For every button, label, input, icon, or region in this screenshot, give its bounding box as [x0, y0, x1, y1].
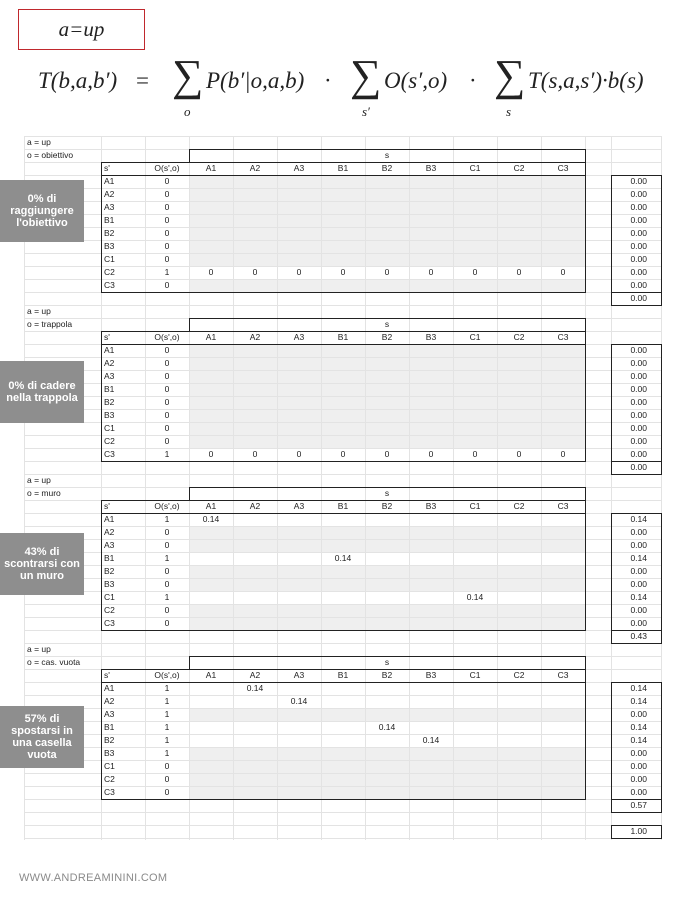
prob-cell: 0: [472, 267, 478, 277]
gray-cell-band: [189, 708, 585, 721]
row-total: 0.00: [630, 384, 647, 394]
row-state: C3: [104, 449, 115, 459]
gray-cell-band: [189, 786, 585, 799]
gray-cell-band: [189, 617, 585, 630]
prob-cell: 0.14: [202, 514, 220, 524]
col-header-a3: A3: [293, 163, 305, 173]
row-obs-value: 1: [164, 267, 170, 277]
row-state: A2: [104, 358, 115, 368]
row-obs-value: 0: [164, 787, 170, 797]
row-total: 0.00: [630, 202, 647, 212]
gray-cell-band: [189, 214, 585, 227]
prob-cell: 0.14: [466, 592, 484, 602]
sum3-sign: ∑: [494, 51, 526, 100]
col-header-O: O(s',o): [154, 163, 180, 173]
row-obs-value: 0: [164, 761, 170, 771]
prob-cell: 0: [516, 449, 522, 459]
row-total: 0.00: [630, 787, 647, 797]
s-group-header: s: [384, 150, 390, 160]
row-state: B1: [104, 722, 115, 732]
row-obs-value: 0: [164, 540, 170, 550]
side-note: 57% di spostarsi in una casella vuota: [0, 706, 84, 768]
row-total: 0.00: [630, 189, 647, 199]
row-total: 0.00: [630, 540, 647, 550]
col-header-b3: B3: [425, 163, 437, 173]
row-state: B2: [104, 735, 115, 745]
sum1-sign: ∑: [172, 51, 204, 100]
gray-cell-band: [189, 409, 585, 422]
row-obs-value: 0: [164, 423, 170, 433]
col-header-c2: C2: [513, 501, 525, 511]
prob-cell: 0: [208, 267, 214, 277]
prob-cell: 0: [208, 449, 214, 459]
row-total: 0.00: [630, 579, 647, 589]
prob-cell: 0.14: [334, 553, 352, 563]
row-total: 0.00: [630, 566, 647, 576]
prob-cell: 0.14: [422, 735, 440, 745]
gray-cell-band: [189, 435, 585, 448]
row-total: 0.14: [630, 722, 647, 732]
s-group-header: s: [384, 488, 390, 498]
row-total: 0.14: [630, 696, 647, 706]
row-state: B3: [104, 241, 115, 251]
section-sum: 0.57: [630, 800, 647, 810]
prob-cell: 0: [472, 449, 478, 459]
row-state: C2: [104, 605, 115, 615]
col-header-b2: B2: [381, 332, 393, 342]
watermark: WWW.ANDREAMININI.COM: [19, 872, 168, 884]
sum1-index: o: [184, 104, 191, 119]
gray-cell-band: [189, 422, 585, 435]
formula-lhs: T(b,a,b′): [38, 68, 118, 93]
gray-cell-band: [189, 227, 585, 240]
label-observation: o = cas. vuota: [27, 657, 81, 667]
label-observation: o = trappola: [27, 319, 73, 329]
row-state: C2: [104, 267, 115, 277]
label-observation: o = obiettivo: [27, 150, 74, 160]
row-obs-value: 0: [164, 579, 170, 589]
row-total: 0.00: [630, 358, 647, 368]
col-header-sprime: s': [104, 670, 110, 680]
row-state: A3: [104, 202, 115, 212]
col-header-b2: B2: [381, 670, 393, 680]
col-header-sprime: s': [104, 501, 110, 511]
row-state: A1: [104, 176, 115, 186]
section-sum: 0.00: [630, 293, 647, 303]
side-note: 43% di scontrarsi con un muro: [0, 533, 84, 595]
row-state: A2: [104, 527, 115, 537]
row-state: C2: [104, 774, 115, 784]
col-header-a1: A1: [205, 670, 217, 680]
row-state: B2: [104, 397, 115, 407]
row-obs-value: 0: [164, 202, 170, 212]
row-obs-value: 0: [164, 566, 170, 576]
gray-cell-band: [189, 604, 585, 617]
label-action: a = up: [27, 644, 51, 654]
col-header-b3: B3: [425, 501, 437, 511]
row-state: C1: [104, 592, 115, 602]
row-total: 0.00: [630, 709, 647, 719]
gray-cell-band: [189, 175, 585, 188]
gray-cell-band: [189, 344, 585, 357]
row-obs-value: 0: [164, 241, 170, 251]
col-header-a3: A3: [293, 332, 305, 342]
row-total: 0.14: [630, 735, 647, 745]
col-header-a2: A2: [249, 670, 261, 680]
col-header-c2: C2: [513, 332, 525, 342]
col-header-a3: A3: [293, 501, 305, 511]
prob-cell: 0: [428, 267, 434, 277]
row-state: A1: [104, 683, 115, 693]
row-total: 0.00: [630, 254, 647, 264]
prob-cell: 0: [296, 449, 302, 459]
section-sum: 0.00: [630, 462, 647, 472]
row-obs-value: 1: [164, 709, 170, 719]
row-total: 0.00: [630, 241, 647, 251]
row-state: A1: [104, 345, 115, 355]
row-total: 0.00: [630, 436, 647, 446]
prob-cell: 0: [560, 267, 566, 277]
row-total: 0.00: [630, 176, 647, 186]
formula-term3: T(s,a,s′)·b(s): [528, 68, 644, 93]
row-state: C3: [104, 618, 115, 628]
row-total: 0.00: [630, 618, 647, 628]
sum3-index: s: [506, 104, 512, 119]
row-obs-value: 0: [164, 228, 170, 238]
prob-cell: 0.14: [246, 683, 264, 693]
row-total: 0.00: [630, 774, 647, 784]
row-total: 0.14: [630, 592, 647, 602]
col-header-a1: A1: [205, 163, 217, 173]
row-obs-value: 0: [164, 384, 170, 394]
label-observation: o = muro: [27, 488, 61, 498]
gray-cell-band: [189, 279, 585, 292]
prob-cell: 0.14: [290, 696, 308, 706]
row-obs-value: 1: [164, 592, 170, 602]
row-state: B2: [104, 228, 115, 238]
col-header-c1: C1: [469, 332, 481, 342]
row-state: C3: [104, 787, 115, 797]
row-obs-value: 0: [164, 254, 170, 264]
prob-cell: 0: [340, 267, 346, 277]
row-total: 0.00: [630, 761, 647, 771]
label-action: a = up: [27, 137, 51, 147]
row-state: B3: [104, 579, 115, 589]
row-obs-value: 0: [164, 527, 170, 537]
col-header-a2: A2: [249, 332, 261, 342]
col-header-b3: B3: [425, 670, 437, 680]
row-state: B3: [104, 410, 115, 420]
col-header-O: O(s',o): [154, 501, 180, 511]
formula-dot2: ·: [469, 68, 477, 93]
row-total: 0.14: [630, 553, 647, 563]
gray-cell-band: [189, 747, 585, 760]
row-obs-value: 0: [164, 618, 170, 628]
row-total: 0.00: [630, 397, 647, 407]
side-note: 0% di raggiungere l'obiettivo: [0, 180, 84, 242]
row-total: 0.00: [630, 527, 647, 537]
row-obs-value: 0: [164, 345, 170, 355]
row-total: 0.00: [630, 267, 647, 277]
col-header-a3: A3: [293, 670, 305, 680]
row-total: 0.00: [630, 228, 647, 238]
gray-cell-band: [189, 539, 585, 552]
gray-cell-band: [189, 383, 585, 396]
col-header-sprime: s': [104, 163, 110, 173]
row-total: 0.00: [630, 410, 647, 420]
col-header-b2: B2: [381, 163, 393, 173]
row-obs-value: 0: [164, 358, 170, 368]
row-obs-value: 0: [164, 280, 170, 290]
prob-cell: 0: [384, 449, 390, 459]
col-header-c1: C1: [469, 501, 481, 511]
row-state: A3: [104, 709, 115, 719]
prob-cell: 0.14: [378, 722, 396, 732]
gray-cell-band: [189, 188, 585, 201]
col-header-b1: B1: [337, 163, 349, 173]
row-state: A3: [104, 371, 115, 381]
title-text: a=up: [58, 17, 105, 41]
formula-term2: O(s′,o): [384, 68, 448, 93]
gray-cell-band: [189, 253, 585, 266]
row-obs-value: 0: [164, 189, 170, 199]
gray-cell-band: [189, 370, 585, 383]
sum2-sign: ∑: [350, 51, 382, 100]
grand-total: 1.00: [630, 826, 647, 836]
row-state: C3: [104, 280, 115, 290]
row-obs-value: 1: [164, 449, 170, 459]
row-state: B1: [104, 384, 115, 394]
gray-cell-band: [189, 240, 585, 253]
row-state: C1: [104, 254, 115, 264]
col-header-c2: C2: [513, 670, 525, 680]
sum2-index: s′: [362, 104, 370, 119]
col-header-c3: C3: [557, 501, 569, 511]
col-header-a1: A1: [205, 501, 217, 511]
row-state: C2: [104, 436, 115, 446]
prob-cell: 0: [428, 449, 434, 459]
row-state: A2: [104, 189, 115, 199]
row-obs-value: 0: [164, 436, 170, 446]
row-state: B1: [104, 553, 115, 563]
row-obs-value: 0: [164, 410, 170, 420]
col-header-c1: C1: [469, 163, 481, 173]
s-group-header: s: [384, 657, 390, 667]
prob-cell: 0: [560, 449, 566, 459]
gray-cell-band: [189, 578, 585, 591]
row-state: A1: [104, 514, 115, 524]
row-state: C1: [104, 761, 115, 771]
gray-cell-band: [189, 526, 585, 539]
row-state: B1: [104, 215, 115, 225]
col-header-c2: C2: [513, 163, 525, 173]
formula-equals: =: [136, 68, 149, 93]
gray-cell-band: [189, 201, 585, 214]
row-obs-value: 0: [164, 605, 170, 615]
s-group-header: s: [384, 319, 390, 329]
row-total: 0.00: [630, 605, 647, 615]
col-header-b1: B1: [337, 670, 349, 680]
row-total: 0.14: [630, 683, 647, 693]
prob-cell: 0: [340, 449, 346, 459]
col-header-O: O(s',o): [154, 670, 180, 680]
row-total: 0.00: [630, 215, 647, 225]
prob-cell: 0: [252, 267, 258, 277]
row-obs-value: 1: [164, 722, 170, 732]
label-action: a = up: [27, 475, 51, 485]
row-obs-value: 0: [164, 176, 170, 186]
prob-cell: 0: [384, 267, 390, 277]
row-state: B3: [104, 748, 115, 758]
row-state: C1: [104, 423, 115, 433]
row-total: 0.00: [630, 371, 647, 381]
gray-cell-band: [189, 396, 585, 409]
col-header-c3: C3: [557, 670, 569, 680]
col-header-c1: C1: [469, 670, 481, 680]
row-total: 0.00: [630, 345, 647, 355]
formula-term1: P(b′|o,a,b): [206, 68, 305, 93]
prob-cell: 0: [296, 267, 302, 277]
gray-cell-band: [189, 760, 585, 773]
row-state: A2: [104, 696, 115, 706]
row-state: A3: [104, 540, 115, 550]
row-obs-value: 1: [164, 696, 170, 706]
gray-cell-band: [189, 357, 585, 370]
row-obs-value: 0: [164, 215, 170, 225]
row-obs-value: 0: [164, 371, 170, 381]
side-note: 0% di cadere nella trappola: [0, 361, 84, 423]
section-sum: 0.43: [630, 631, 647, 641]
col-header-a2: A2: [249, 163, 261, 173]
row-total: 0.00: [630, 449, 647, 459]
row-total: 0.00: [630, 748, 647, 758]
row-state: B2: [104, 566, 115, 576]
col-header-c3: C3: [557, 332, 569, 342]
col-header-b1: B1: [337, 501, 349, 511]
row-total: 0.14: [630, 514, 647, 524]
col-header-b1: B1: [337, 332, 349, 342]
label-action: a = up: [27, 306, 51, 316]
row-obs-value: 1: [164, 683, 170, 693]
row-obs-value: 1: [164, 735, 170, 745]
row-obs-value: 1: [164, 748, 170, 758]
row-obs-value: 0: [164, 397, 170, 407]
col-header-b3: B3: [425, 332, 437, 342]
row-obs-value: 0: [164, 774, 170, 784]
row-total: 0.00: [630, 280, 647, 290]
formula-dot1: ·: [324, 68, 332, 93]
col-header-sprime: s': [104, 332, 110, 342]
col-header-a2: A2: [249, 501, 261, 511]
col-header-c3: C3: [557, 163, 569, 173]
gray-cell-band: [189, 773, 585, 786]
col-header-O: O(s',o): [154, 332, 180, 342]
prob-cell: 0: [516, 267, 522, 277]
gray-cell-band: [189, 565, 585, 578]
prob-cell: 0: [252, 449, 258, 459]
row-total: 0.00: [630, 423, 647, 433]
col-header-b2: B2: [381, 501, 393, 511]
row-obs-value: 1: [164, 514, 170, 524]
col-header-a1: A1: [205, 332, 217, 342]
row-obs-value: 1: [164, 553, 170, 563]
